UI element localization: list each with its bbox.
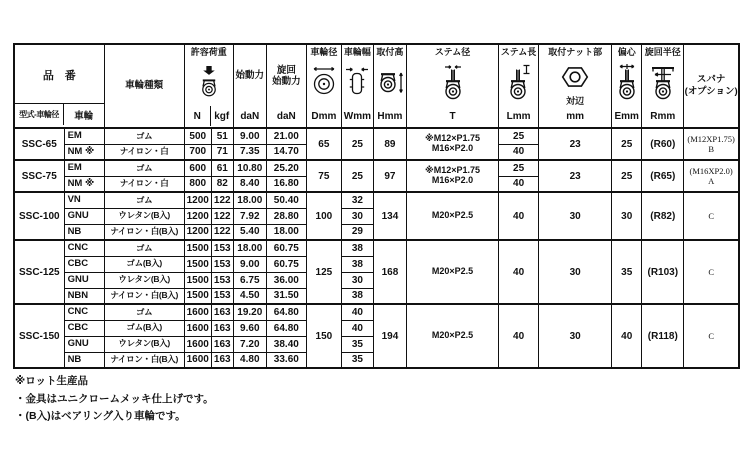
- stem-dia-cell: [406, 160, 498, 192]
- swivel-radius-icon: [642, 58, 683, 106]
- model-dia-label: 型式-車輪径: [15, 104, 64, 125]
- swivel-radius-cell: (R103): [642, 240, 684, 304]
- eccentricity-cell: 30: [612, 192, 642, 240]
- load-n-cell: 1500: [184, 288, 211, 304]
- stem-length-label: ステム長: [500, 47, 537, 57]
- model-cell: SSC-150: [14, 304, 64, 368]
- wheel-dia-cell: 75: [306, 160, 341, 192]
- wheel-type-label: 車輪種類: [125, 79, 164, 91]
- table-row: [14, 128, 739, 144]
- swivel-start-force-cell: 14.70: [266, 144, 306, 160]
- wheel-width-cell: 40: [341, 304, 373, 320]
- start-force-cell: 6.75: [233, 272, 266, 288]
- mount-height-cell: 134: [373, 192, 406, 240]
- spanner-cell: C: [684, 192, 739, 240]
- load-n-cell: 1200: [184, 224, 211, 240]
- start-force-cell: 7.92: [233, 208, 266, 224]
- header-wheel-type: [104, 44, 184, 128]
- start-force-cell: 5.40: [233, 224, 266, 240]
- load-kgf-cell: 61: [211, 160, 233, 176]
- mount-nut-label: 取付ナット部: [548, 47, 603, 57]
- caster-spec-table: [13, 43, 740, 369]
- wheel-diameter-icon: [307, 58, 341, 106]
- unit-dmm: Dmm: [311, 110, 337, 122]
- wheel-dia-cell: 100: [306, 192, 341, 240]
- wheel-code-cell: NM ※: [64, 176, 104, 192]
- load-kgf-cell: 163: [211, 352, 233, 368]
- load-n-cell: 500: [184, 128, 211, 144]
- wheel-code-cell: CNC: [64, 240, 104, 256]
- load-n-cell: 1500: [184, 240, 211, 256]
- load-n-cell: 1200: [184, 208, 211, 224]
- unit-dan-2: daN: [276, 110, 296, 122]
- unit-hmm: Hmm: [377, 110, 403, 122]
- header-load-capacity: [184, 44, 233, 128]
- wheel-width-cell: 38: [341, 240, 373, 256]
- wheel-width-cell: 32: [341, 192, 373, 208]
- footnote-lot: ※ロット生産品: [15, 375, 88, 387]
- model-cell: SSC-100: [14, 192, 64, 240]
- wheel-width-cell: 35: [341, 352, 373, 368]
- wheel-type-cell: ゴム: [104, 160, 184, 176]
- start-force-cell: 4.80: [233, 352, 266, 368]
- load-kgf-cell: 153: [211, 288, 233, 304]
- eccentricity-cell: 25: [612, 128, 642, 160]
- spanner-cell: [684, 160, 739, 192]
- start-force-cell: 18.00: [233, 240, 266, 256]
- nut-across-flats-label: 対辺: [566, 96, 585, 106]
- nut-width-cell: 23: [539, 160, 612, 192]
- load-n-cell: 1600: [184, 320, 211, 336]
- wheel-type-cell: ウレタン(B入): [104, 336, 184, 352]
- header-start-force: [233, 44, 266, 128]
- mount-height-cell: 97: [373, 160, 406, 192]
- wheel-type-cell: ウレタン(B入): [104, 208, 184, 224]
- table-header-row: [14, 44, 739, 128]
- header-swivel-start-force: [266, 44, 306, 128]
- wheel-code-cell: NB: [64, 352, 104, 368]
- load-kgf-cell: 163: [211, 304, 233, 320]
- wheel-type-cell: ゴム: [104, 304, 184, 320]
- load-kgf-cell: 153: [211, 240, 233, 256]
- wheel-code-cell: GNU: [64, 272, 104, 288]
- swivel-start-force-cell: 16.80: [266, 176, 306, 192]
- wheel-width-label: 車輪幅: [343, 47, 371, 57]
- swivel-start-force-cell: 31.50: [266, 288, 306, 304]
- stem-diameter-icon: [407, 58, 498, 106]
- spanner-size: (M16XP2.0): [689, 165, 733, 176]
- mount-height-cell: 194: [373, 304, 406, 368]
- table-row: [14, 160, 739, 176]
- wheel-width-icon: [342, 58, 373, 106]
- model-cell: SSC-125: [14, 240, 64, 304]
- stem-dia-cell: M20×P2.5: [406, 240, 498, 304]
- wheel-type-cell: ナイロン・白(B入): [104, 288, 184, 304]
- stem-dia-cell: M20×P2.5: [406, 192, 498, 240]
- header-stem-length: [499, 44, 539, 128]
- model-cell: SSC-65: [14, 128, 64, 160]
- start-force-cell: 10.80: [233, 160, 266, 176]
- swivel-radius-cell: (R82): [642, 192, 684, 240]
- stem-length-cell: 25: [499, 160, 539, 176]
- swivel-start-force-cell: 18.00: [266, 224, 306, 240]
- footnotes: [15, 373, 214, 426]
- wheel-code-cell: CBC: [64, 320, 104, 336]
- swivel-start-label-1: 旋回: [276, 64, 296, 76]
- wheel-code-cell: NB: [64, 224, 104, 240]
- load-kgf-cell: 82: [211, 176, 233, 192]
- header-swivel-radius: [642, 44, 684, 128]
- unit-lmm: Lmm: [506, 110, 531, 122]
- start-force-cell: 9.00: [233, 128, 266, 144]
- swivel-start-force-cell: 28.80: [266, 208, 306, 224]
- load-kgf-cell: 51: [211, 128, 233, 144]
- load-kgf-cell: 163: [211, 320, 233, 336]
- load-kgf-cell: 163: [211, 336, 233, 352]
- start-force-cell: 9.00: [233, 256, 266, 272]
- footnote-bearing: ・(B入)はベアリング入り車輪です。: [15, 410, 186, 422]
- wheel-dia-cell: 150: [306, 304, 341, 368]
- swivel-start-force-cell: 38.40: [266, 336, 306, 352]
- wheel-width-cell: 25: [341, 128, 373, 160]
- load-kgf-cell: 153: [211, 256, 233, 272]
- spanner-code: A: [708, 176, 715, 186]
- stem-thread-2: M16×P2.0: [431, 175, 474, 185]
- spanner-code: B: [708, 144, 714, 154]
- load-n-cell: 1600: [184, 336, 211, 352]
- model-cell: SSC-75: [14, 160, 64, 192]
- wheel-col-label: 車輪: [74, 110, 94, 122]
- stem-dia-cell: [406, 128, 498, 160]
- wheel-type-cell: ナイロン・白(B入): [104, 352, 184, 368]
- wheel-dia-label: 車輪径: [310, 47, 338, 57]
- mount-height-cell: 168: [373, 240, 406, 304]
- mount-height-cell: 89: [373, 128, 406, 160]
- part-number-label: 品 番: [15, 46, 104, 104]
- load-kgf-cell: 122: [211, 208, 233, 224]
- unit-dan-1: daN: [240, 110, 260, 122]
- wheel-width-cell: 38: [341, 288, 373, 304]
- spanner-cell: C: [684, 240, 739, 304]
- nut-width-cell: 30: [539, 304, 612, 368]
- wheel-code-cell: CBC: [64, 256, 104, 272]
- load-arrow-caster-icon: [185, 58, 233, 106]
- wheel-width-cell: 40: [341, 320, 373, 336]
- wheel-code-cell: EM: [64, 128, 104, 144]
- load-kgf-cell: 122: [211, 192, 233, 208]
- table-row: [14, 304, 739, 320]
- start-force-cell: 19.20: [233, 304, 266, 320]
- swivel-start-force-cell: 36.00: [266, 272, 306, 288]
- header-part-number: [14, 44, 104, 128]
- swivel-start-force-cell: 64.80: [266, 320, 306, 336]
- unit-t: T: [449, 110, 456, 122]
- eccentricity-cell: 25: [612, 160, 642, 192]
- unit-emm: Emm: [614, 110, 639, 122]
- spanner-size: (M12XP1.75): [687, 133, 735, 144]
- load-n-cell: 1600: [184, 352, 211, 368]
- header-eccentricity: [612, 44, 642, 128]
- unit-wmm: Wmm: [343, 110, 372, 122]
- header-wheel-dia: [306, 44, 341, 128]
- wheel-code-cell: VN: [64, 192, 104, 208]
- wheel-code-cell: NM ※: [64, 144, 104, 160]
- load-n-cell: 1600: [184, 304, 211, 320]
- nut-width-cell: 30: [539, 240, 612, 304]
- header-mount-height: [373, 44, 406, 128]
- wheel-type-cell: ゴム: [104, 128, 184, 144]
- wheel-type-cell: ゴム: [104, 240, 184, 256]
- load-n-cell: 800: [184, 176, 211, 192]
- swivel-radius-label: 旋回半径: [644, 47, 681, 57]
- hex-nut-icon: [539, 58, 611, 97]
- wheel-width-cell: 38: [341, 256, 373, 272]
- wheel-code-cell: CNC: [64, 304, 104, 320]
- stem-length-cell: 40: [499, 192, 539, 240]
- stem-length-cell: 40: [499, 240, 539, 304]
- swivel-radius-cell: (R118): [642, 304, 684, 368]
- start-force-cell: 7.20: [233, 336, 266, 352]
- header-stem-dia: [406, 44, 498, 128]
- table-row: [14, 192, 739, 208]
- spanner-option-label: (オプション): [684, 86, 738, 97]
- header-spanner: [684, 44, 739, 128]
- load-kgf-cell: 71: [211, 144, 233, 160]
- stem-dia-cell: M20×P2.5: [406, 304, 498, 368]
- swivel-start-force-cell: 60.75: [266, 256, 306, 272]
- stem-thread-1: ※M12×P1.75: [424, 133, 481, 144]
- start-force-cell: 18.00: [233, 192, 266, 208]
- wheel-width-cell: 35: [341, 336, 373, 352]
- wheel-code-cell: GNU: [64, 336, 104, 352]
- stem-length-cell: 40: [499, 304, 539, 368]
- swivel-start-force-cell: 33.60: [266, 352, 306, 368]
- wheel-width-cell: 30: [341, 272, 373, 288]
- mount-height-label: 取付高: [376, 47, 404, 57]
- wheel-type-cell: ナイロン・白: [104, 176, 184, 192]
- load-n-cell: 1500: [184, 256, 211, 272]
- swivel-start-force-cell: 21.00: [266, 128, 306, 144]
- start-force-cell: 8.40: [233, 176, 266, 192]
- unit-nut-mm: mm: [566, 110, 585, 122]
- start-force-cell: 4.50: [233, 288, 266, 304]
- nut-width-cell: 23: [539, 128, 612, 160]
- footnote-plating: ・金具はユニクロームメッキ仕上げです。: [15, 392, 214, 405]
- load-n-cell: 1500: [184, 272, 211, 288]
- nut-width-cell: 30: [539, 192, 612, 240]
- load-n-cell: 600: [184, 160, 211, 176]
- unit-n: N: [185, 106, 211, 126]
- stem-length-icon: [499, 58, 538, 106]
- wheel-dia-cell: 65: [306, 128, 341, 160]
- wheel-width-cell: 30: [341, 208, 373, 224]
- eccentricity-cell: 35: [612, 240, 642, 304]
- swivel-start-label-2: 始動力: [272, 76, 301, 87]
- swivel-radius-cell: (R65): [642, 160, 684, 192]
- wheel-type-cell: ゴム(B入): [104, 320, 184, 336]
- load-kgf-cell: 122: [211, 224, 233, 240]
- table-row: [14, 240, 739, 256]
- swivel-start-force-cell: 25.20: [266, 160, 306, 176]
- mount-height-icon: [374, 58, 406, 106]
- eccentricity-label: 偏心: [617, 47, 636, 57]
- wheel-type-cell: ゴム(B入): [104, 256, 184, 272]
- swivel-start-force-cell: 60.75: [266, 240, 306, 256]
- load-n-cell: 1200: [184, 192, 211, 208]
- stem-dia-label: ステム径: [434, 47, 471, 57]
- load-kgf-cell: 153: [211, 272, 233, 288]
- stem-thread-2: M16×P2.0: [431, 143, 474, 153]
- start-force-label: 始動力: [235, 70, 265, 82]
- spanner-label: スパナ: [696, 73, 726, 85]
- wheel-code-cell: NBN: [64, 288, 104, 304]
- swivel-start-force-cell: 64.80: [266, 304, 306, 320]
- spanner-cell: C: [684, 304, 739, 368]
- unit-rmm: Rmm: [650, 110, 676, 122]
- unit-kgf: kgf: [214, 110, 230, 122]
- stem-length-cell: 40: [499, 144, 539, 160]
- wheel-type-cell: ウレタン(B入): [104, 272, 184, 288]
- wheel-width-cell: 25: [341, 160, 373, 192]
- stem-length-cell: 25: [499, 128, 539, 144]
- start-force-cell: 7.35: [233, 144, 266, 160]
- wheel-type-cell: ナイロン・白: [104, 144, 184, 160]
- spanner-cell: [684, 128, 739, 160]
- swivel-radius-cell: (R60): [642, 128, 684, 160]
- wheel-type-cell: ナイロン・白(B入): [104, 224, 184, 240]
- eccentricity-cell: 40: [612, 304, 642, 368]
- header-wheel-width: [341, 44, 373, 128]
- stem-thread-1: ※M12×P1.75: [424, 165, 481, 176]
- header-mount-nut: [539, 44, 612, 128]
- load-capacity-label: 許容荷重: [190, 47, 227, 57]
- wheel-code-cell: EM: [64, 160, 104, 176]
- start-force-cell: 9.60: [233, 320, 266, 336]
- wheel-type-cell: ゴム: [104, 192, 184, 208]
- load-n-cell: 700: [184, 144, 211, 160]
- wheel-code-cell: GNU: [64, 208, 104, 224]
- wheel-width-cell: 29: [341, 224, 373, 240]
- wheel-dia-cell: 125: [306, 240, 341, 304]
- swivel-start-force-cell: 50.40: [266, 192, 306, 208]
- stem-length-cell: 40: [499, 176, 539, 192]
- eccentricity-icon: [612, 58, 641, 106]
